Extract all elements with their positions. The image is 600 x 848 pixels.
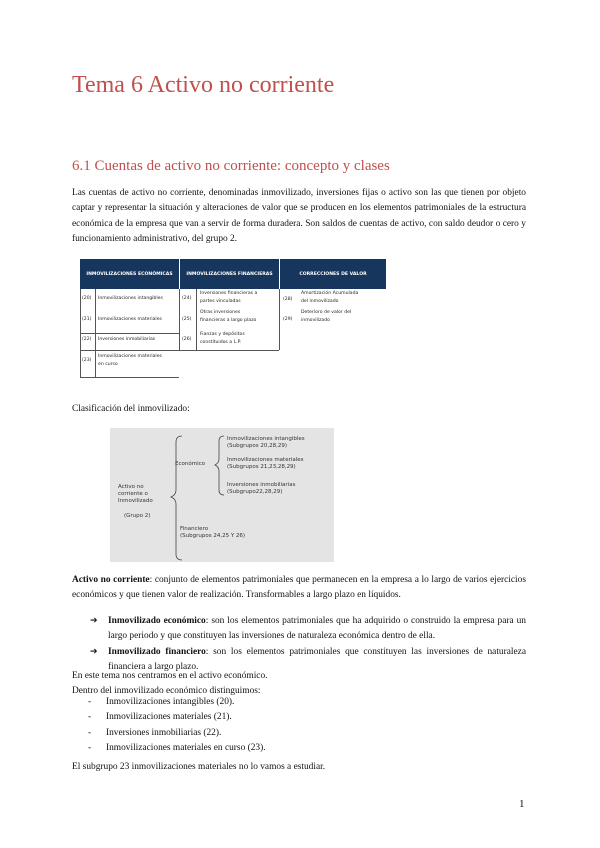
diagram-item: (Subgrupos 20,28,29) xyxy=(227,443,287,449)
list-item-text: Inmovilizaciones materiales en curso (23). xyxy=(106,742,266,753)
diagram-root: Activo no xyxy=(118,484,144,490)
table-header-financieras: INMOVILIZACIONES FINANCIERAS xyxy=(179,259,279,289)
diagram-root: (Grupo 2) xyxy=(124,513,151,519)
dash-marker: - xyxy=(88,712,92,723)
table-cell-code: (21) xyxy=(82,317,92,322)
table-border xyxy=(196,289,197,350)
definition-paragraph xyxy=(72,573,526,604)
diagram-item: Inmovilizaciones intangibles xyxy=(227,436,305,442)
table-cell: Fianzas y depósitos xyxy=(200,332,245,337)
table-cell-code: (25) xyxy=(182,317,192,322)
list-item xyxy=(90,614,526,645)
list-item-text: Inmovilizaciones intangibles (20). xyxy=(106,697,235,707)
table-cell: constituidos a L.P. xyxy=(200,340,242,345)
diagram-item: (Subgrupo22,28,29) xyxy=(227,489,283,495)
list-item xyxy=(88,726,508,741)
table-cell: Inversiones inmobiliarias xyxy=(98,337,156,342)
dash-marker: - xyxy=(88,697,92,707)
table-cell-code: (29) xyxy=(283,317,293,322)
accounts-table xyxy=(80,259,386,378)
table-cell-code: (23) xyxy=(82,358,92,363)
table-cell: en curso xyxy=(98,362,118,367)
dash-marker: - xyxy=(88,742,92,753)
list-item xyxy=(88,710,508,725)
diagram-financial: Financiero xyxy=(180,526,209,532)
bullet-list xyxy=(90,614,526,675)
bullet-term: Inmovilizado económico xyxy=(108,616,206,626)
table-cell: Amortización Acumulada xyxy=(301,291,359,296)
table-border xyxy=(80,333,179,334)
classification-caption: Clasificación del inmovilizado: xyxy=(72,404,190,414)
diagram-item: Inmovilizaciones materiales xyxy=(227,457,304,463)
table-cell-code: (20) xyxy=(82,296,92,301)
table-border xyxy=(80,350,279,351)
page-number: 1 xyxy=(519,798,525,810)
economic-brace xyxy=(215,436,224,495)
diagram-financial: (Subgrupos 24,25 Y 26) xyxy=(180,533,246,539)
table-cell: Deterioro de valor del xyxy=(301,310,352,315)
table-cell-code: (28) xyxy=(283,297,293,302)
diagram-item: Inversiones inmobiliarias xyxy=(227,482,296,488)
table-cell: Inmovilizaciones materiales xyxy=(98,354,162,359)
section-title: 6.1 Cuentas de activo no corriente: concepto y clases xyxy=(72,158,390,174)
list-item-text: Inmovilizaciones materiales (21). xyxy=(106,712,232,723)
table-border xyxy=(179,289,180,350)
table-cell: del inmovilizado xyxy=(301,299,339,304)
definition-text: : conjunto de elementos patrimoniales que permanecen en la empresa a lo largo de varios ejercicios económicos y que tienen valor de realización. Transformables a largo plazo en líquidos. xyxy=(72,575,527,601)
table-cell-code: (24) xyxy=(182,296,192,301)
focus-line: En este tema nos centramos en el activo económico. xyxy=(72,671,268,681)
bullet-text: : son los elementos patrimoniales que ha adquirido o construido la empresa para un largo periodo y que constituyen las inversiones de naturaleza económica dentro de ella. xyxy=(108,616,526,642)
dash-marker: - xyxy=(88,727,92,738)
definition-term: Activo no corriente xyxy=(72,575,150,585)
table-cell-code: (22) xyxy=(82,337,92,342)
subgroup-list xyxy=(88,695,508,756)
diagram-item: (Subgrupos 21,23,28,29) xyxy=(227,464,296,470)
bullet-text: : son los elementos patrimoniales que constituyen las inversiones de naturaleza financiera a largo plazo. xyxy=(108,646,526,672)
arrow-icon: ➔ xyxy=(90,616,98,626)
closing-line: El subgrupo 23 inmovilizaciones materiales no lo vamos a estudiar. xyxy=(72,762,326,772)
page-title: Tema 6 Activo no corriente xyxy=(72,72,335,98)
list-item-text: Inversiones inmobiliarias (22). xyxy=(106,727,222,738)
table-cell: partes vinculadas xyxy=(200,299,241,304)
arrow-icon: ➔ xyxy=(90,646,98,657)
table-border xyxy=(279,289,280,350)
intro-paragraph: Las cuentas de activo no corriente, denominadas inmovilizado, inversiones fijas o activo son las que tienen por objeto captar y representar la situación y alteraciones de valor que se producen en los elementos patrimoniales de la estructura económica de la empresa que van a servir de forma duradera. Son saldos de cuentas de activo, con saldo deudor o cero y funcionamiento administrativo, del grupo 2. xyxy=(72,188,526,244)
table-cell: financieras a largo plazo xyxy=(200,318,257,323)
table-cell: Inmovilizaciones intangibles xyxy=(98,296,163,301)
list-item xyxy=(88,695,508,710)
classification-diagram xyxy=(110,428,334,562)
table-header-economicas: INMOVILIZACIONES ECONÓMICAS xyxy=(80,259,179,289)
main-brace xyxy=(171,436,182,560)
diagram-economic: Económico xyxy=(175,461,205,467)
table-cell: Inmovilizaciones materiales xyxy=(98,317,162,322)
focus-line: Dentro del inmovilizado económico distinguimos: xyxy=(72,686,261,697)
table-cell-code: (26) xyxy=(182,337,192,342)
table-border xyxy=(80,377,179,378)
diagram-root: corriente o xyxy=(118,491,148,497)
list-item xyxy=(88,741,508,756)
bullet-term: Inmovilizado financiero xyxy=(108,646,206,657)
table-cell: Otras inversiones xyxy=(200,310,241,315)
table-header-correcciones: CORRECCIONES DE VALOR xyxy=(279,259,386,289)
table-cell: inmovilizado xyxy=(301,318,330,323)
diagram-root: Inmovilizado xyxy=(118,498,153,504)
table-cell: Inversiones financieras a xyxy=(200,291,258,296)
